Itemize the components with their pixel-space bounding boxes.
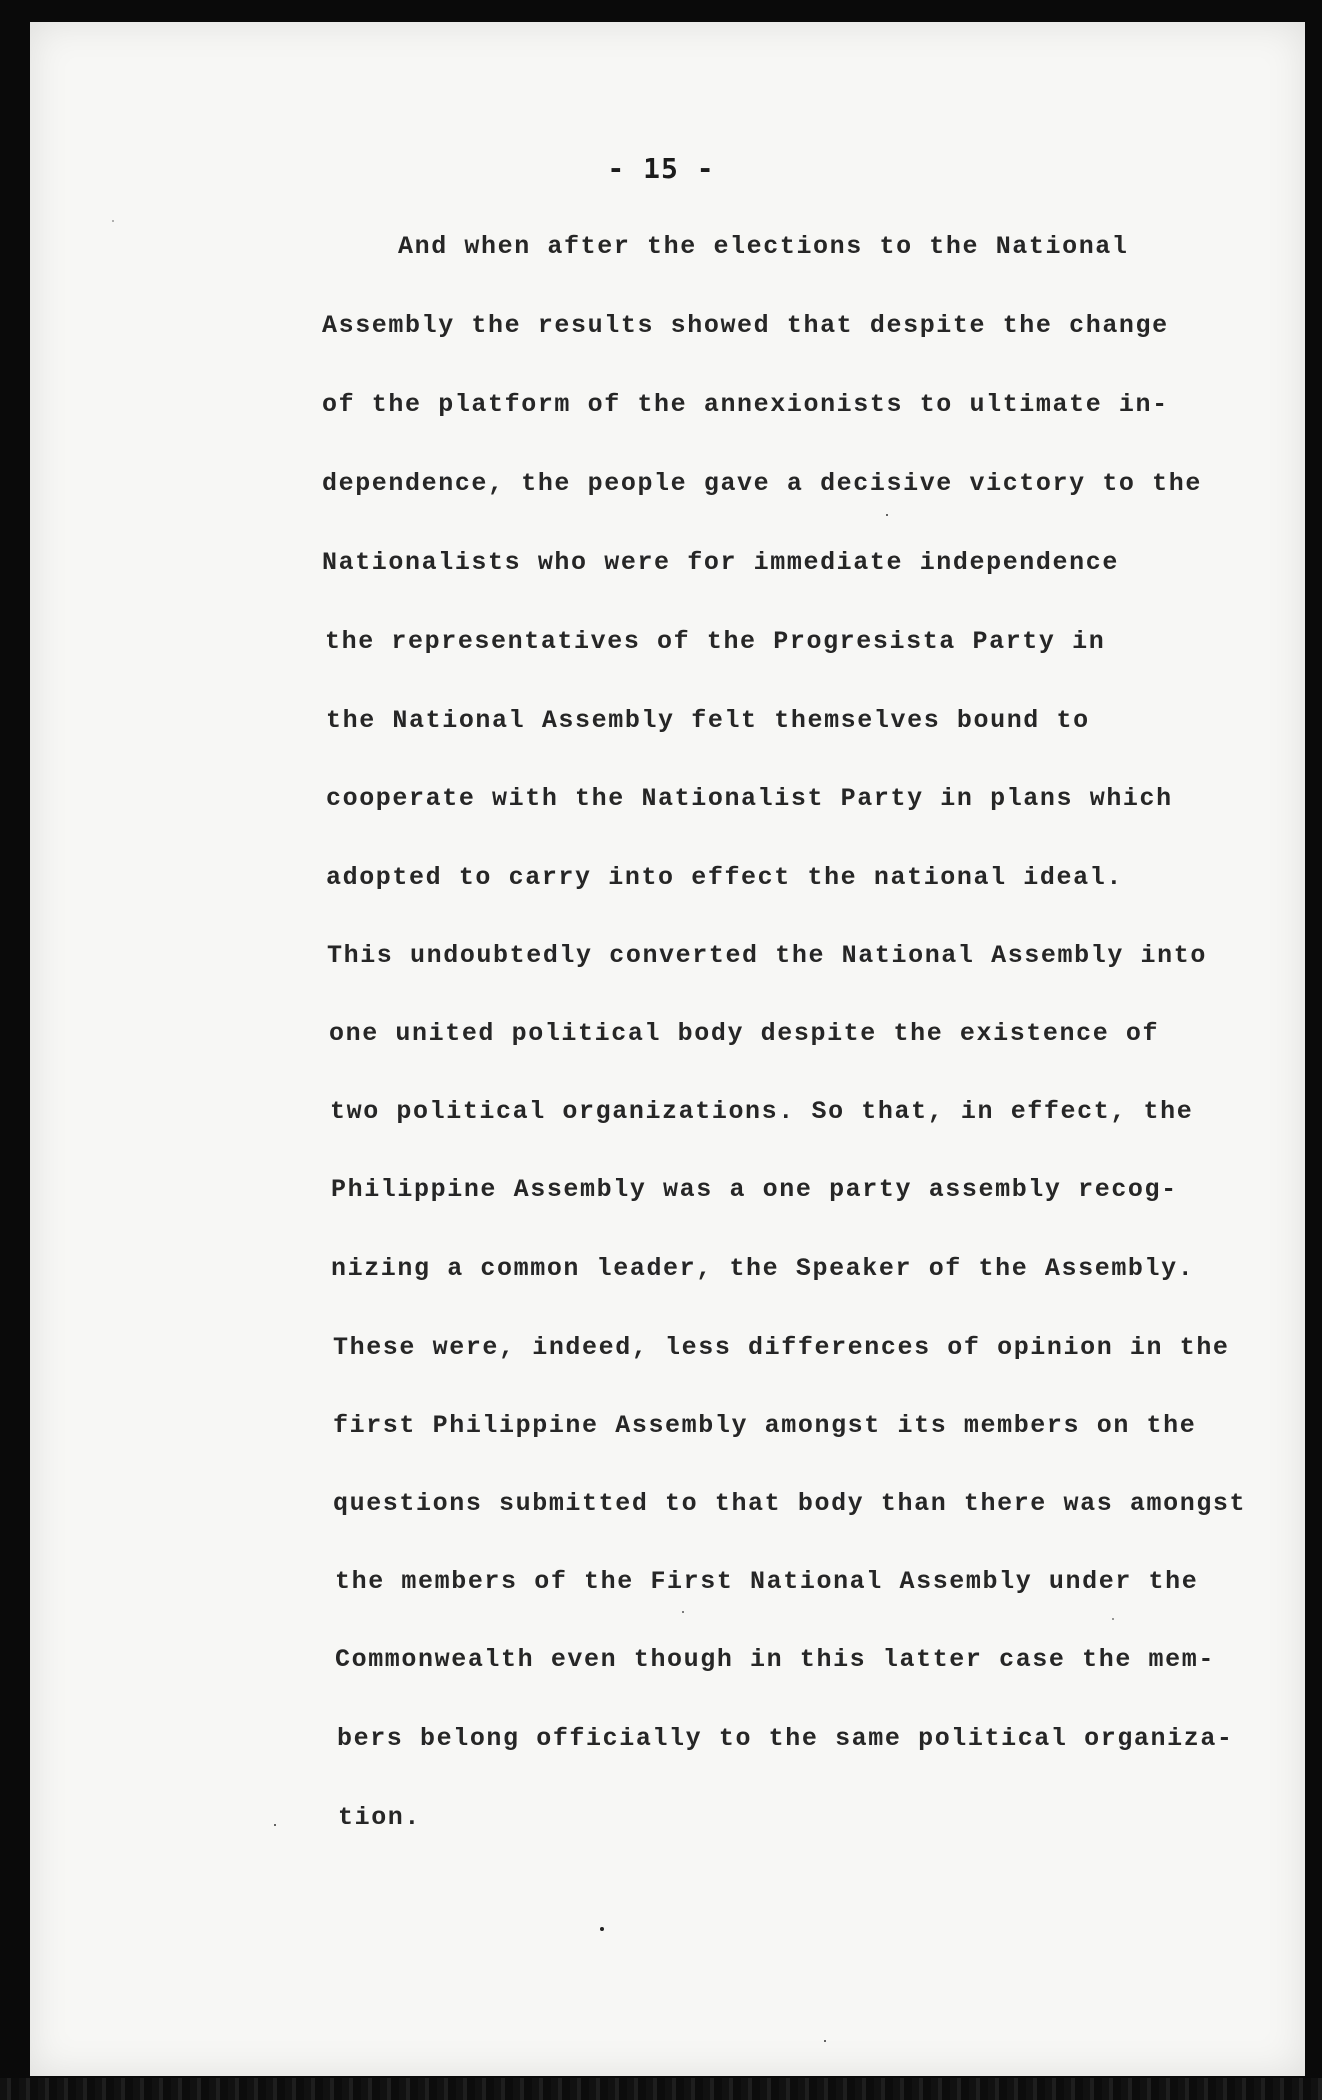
scan-speck	[112, 220, 114, 222]
text-line: These were, indeed, less differences of opinion in the	[333, 1333, 1230, 1362]
text-line: cooperate with the Nationalist Party in plans which	[326, 784, 1173, 813]
text-line: bers belong officially to the same political organiza-	[337, 1724, 1234, 1753]
scan-bottom-edge	[0, 2078, 1322, 2100]
scan-speck	[600, 1927, 604, 1931]
page-number: - 15 -	[607, 152, 715, 185]
text-line: one united political body despite the existence of	[329, 1019, 1160, 1048]
text-line: adopted to carry into effect the national ideal.	[326, 863, 1123, 892]
text-line: the National Assembly felt themselves bound to	[326, 706, 1090, 735]
scan-speck	[824, 2040, 826, 2042]
text-line: tion.	[338, 1803, 422, 1832]
scan-speck	[1112, 1618, 1114, 1620]
text-line: two political organizations. So that, in effect, the	[330, 1097, 1194, 1126]
text-line: And when after the elections to the National	[398, 232, 1129, 261]
text-line: This undoubtedly converted the National Assembly into	[327, 941, 1207, 970]
scan-speck	[682, 1611, 684, 1613]
text-line: Commonwealth even though in this latter case the mem-	[335, 1645, 1215, 1674]
text-line: Philippine Assembly was a one party assembly recog-	[331, 1175, 1178, 1204]
text-line: Assembly the results showed that despite the change	[322, 311, 1169, 340]
scan-speck	[886, 514, 888, 516]
text-line: the representatives of the Progresista Party in	[325, 627, 1106, 656]
text-line: nizing a common leader, the Speaker of the Assembly.	[331, 1254, 1195, 1283]
text-line: first Philippine Assembly amongst its members on the	[333, 1411, 1197, 1440]
text-line: of the platform of the annexionists to ultimate in-	[322, 390, 1169, 419]
scan-speck	[274, 1824, 276, 1826]
text-line: dependence, the people gave a decisive victory to the	[322, 469, 1202, 498]
text-line: Nationalists who were for immediate independence	[322, 548, 1119, 577]
text-line: questions submitted to that body than there was amongst	[333, 1489, 1247, 1518]
text-line: the members of the First National Assembly under the	[335, 1567, 1199, 1596]
